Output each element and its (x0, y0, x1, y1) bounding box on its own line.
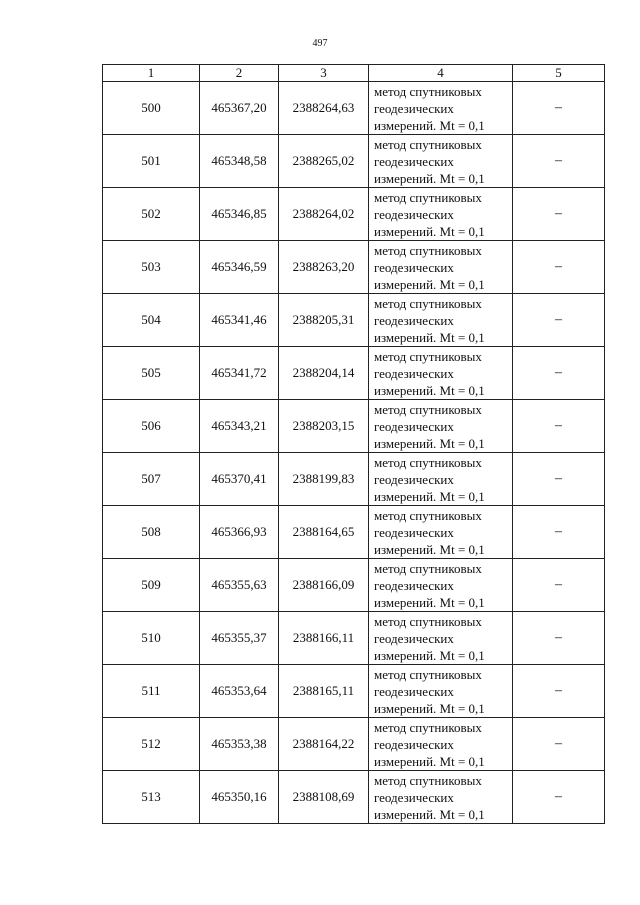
table-row (103, 82, 605, 135)
header-col-2: 2 (200, 65, 279, 82)
table-row (103, 718, 605, 771)
method-text: метод спутниковых геодезических измерений. Mt = 0,1 (369, 718, 513, 771)
table-row (103, 559, 605, 612)
table-body (103, 82, 605, 824)
method-text: метод спутниковых геодезических измерений. Mt = 0,1 (369, 559, 513, 612)
coord-x: 465346,85 (200, 188, 279, 241)
coord-x: 465355,63 (200, 559, 279, 612)
table-row (103, 188, 605, 241)
header-col-3: 3 (279, 65, 369, 82)
coord-x: 465367,20 (200, 82, 279, 135)
coord-x: 465350,16 (200, 771, 279, 824)
note-dash: – (513, 612, 605, 665)
coordinates-table (102, 64, 605, 824)
coord-x: 465346,59 (200, 241, 279, 294)
coord-y: 2388164,65 (279, 506, 369, 559)
coord-x: 465341,46 (200, 294, 279, 347)
note-dash: – (513, 188, 605, 241)
point-number: 512 (103, 718, 200, 771)
coord-y: 2388199,83 (279, 453, 369, 506)
coord-x: 465348,58 (200, 135, 279, 188)
header-col-1: 1 (103, 65, 200, 82)
method-text: метод спутниковых геодезических измерений. Mt = 0,1 (369, 400, 513, 453)
coord-y: 2388203,15 (279, 400, 369, 453)
table-row (103, 453, 605, 506)
coord-y: 2388165,11 (279, 665, 369, 718)
table-row (103, 400, 605, 453)
method-text: метод спутниковых геодезических измерений. Mt = 0,1 (369, 294, 513, 347)
note-dash: – (513, 82, 605, 135)
note-dash: – (513, 135, 605, 188)
point-number: 508 (103, 506, 200, 559)
point-number: 505 (103, 347, 200, 400)
point-number: 510 (103, 612, 200, 665)
point-number: 501 (103, 135, 200, 188)
table-row (103, 771, 605, 824)
point-number: 506 (103, 400, 200, 453)
point-number: 502 (103, 188, 200, 241)
note-dash: – (513, 559, 605, 612)
table-row (103, 294, 605, 347)
note-dash: – (513, 294, 605, 347)
coord-y: 2388205,31 (279, 294, 369, 347)
coord-x: 465353,64 (200, 665, 279, 718)
coord-y: 2388264,02 (279, 188, 369, 241)
coord-y: 2388264,63 (279, 82, 369, 135)
coord-x: 465366,93 (200, 506, 279, 559)
table-row (103, 665, 605, 718)
table-row (103, 241, 605, 294)
method-text: метод спутниковых геодезических измерений. Mt = 0,1 (369, 665, 513, 718)
point-number: 509 (103, 559, 200, 612)
note-dash: – (513, 453, 605, 506)
table-row (103, 347, 605, 400)
method-text: метод спутниковых геодезических измерений. Mt = 0,1 (369, 771, 513, 824)
coord-x: 465355,37 (200, 612, 279, 665)
point-number: 504 (103, 294, 200, 347)
coord-x: 465341,72 (200, 347, 279, 400)
method-text: метод спутниковых геодезических измерений. Mt = 0,1 (369, 453, 513, 506)
note-dash: – (513, 400, 605, 453)
table-row (103, 612, 605, 665)
coord-x: 465353,38 (200, 718, 279, 771)
header-col-5: 5 (513, 65, 605, 82)
note-dash: – (513, 347, 605, 400)
table-row (103, 506, 605, 559)
method-text: метод спутниковых геодезических измерений. Mt = 0,1 (369, 612, 513, 665)
coord-x: 465370,41 (200, 453, 279, 506)
coord-y: 2388204,14 (279, 347, 369, 400)
note-dash: – (513, 506, 605, 559)
coord-x: 465343,21 (200, 400, 279, 453)
point-number: 503 (103, 241, 200, 294)
page-number: 497 (312, 38, 328, 49)
method-text: метод спутниковых геодезических измерений. Mt = 0,1 (369, 82, 513, 135)
note-dash: – (513, 241, 605, 294)
coord-y: 2388166,09 (279, 559, 369, 612)
coord-y: 2388164,22 (279, 718, 369, 771)
note-dash: – (513, 771, 605, 824)
point-number: 511 (103, 665, 200, 718)
coord-y: 2388263,20 (279, 241, 369, 294)
method-text: метод спутниковых геодезических измерений. Mt = 0,1 (369, 506, 513, 559)
method-text: метод спутниковых геодезических измерений. Mt = 0,1 (369, 135, 513, 188)
coord-y: 2388166,11 (279, 612, 369, 665)
coord-y: 2388265,02 (279, 135, 369, 188)
method-text: метод спутниковых геодезических измерений. Mt = 0,1 (369, 188, 513, 241)
point-number: 500 (103, 82, 200, 135)
method-text: метод спутниковых геодезических измерений. Mt = 0,1 (369, 347, 513, 400)
note-dash: – (513, 665, 605, 718)
point-number: 507 (103, 453, 200, 506)
header-col-4: 4 (369, 65, 513, 82)
coord-y: 2388108,69 (279, 771, 369, 824)
method-text: метод спутниковых геодезических измерений. Mt = 0,1 (369, 241, 513, 294)
table-header-row (103, 65, 605, 82)
note-dash: – (513, 718, 605, 771)
point-number: 513 (103, 771, 200, 824)
table-row (103, 135, 605, 188)
